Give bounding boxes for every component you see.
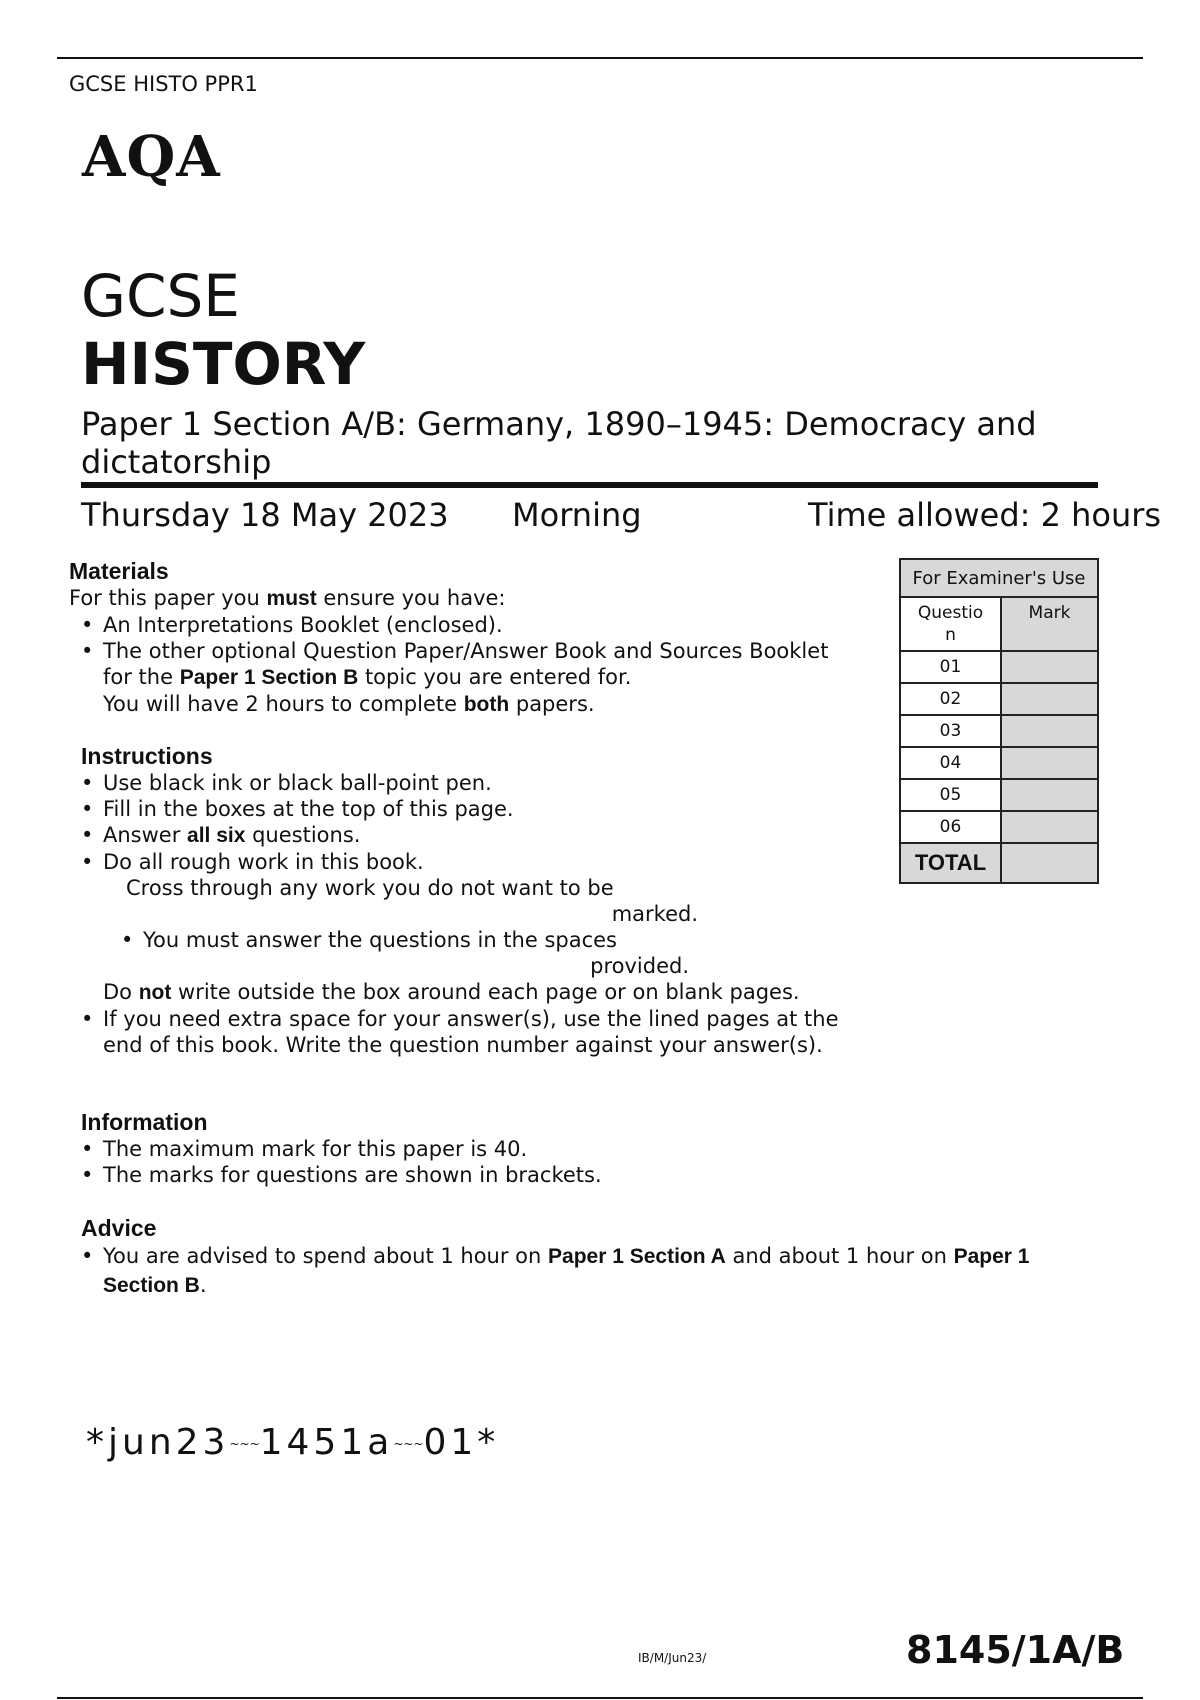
barcode-dash: ~~~ — [393, 1437, 424, 1451]
question-number: 04 — [900, 747, 1001, 779]
materials-item2-bold: Paper 1 Section B — [179, 666, 359, 689]
question-header-line-end: n — [945, 625, 956, 645]
title-rule — [81, 482, 1098, 488]
paper-title: Paper 1 Section A/B: Germany, 1890–1945: Democracy and dictatorship — [81, 405, 1037, 481]
total-mark-cell — [1001, 843, 1098, 883]
materials-intro-bold: must — [266, 587, 317, 610]
mark-cell — [1001, 747, 1098, 779]
barcode — [86, 1422, 499, 1463]
instruction-item: • Use black ink or black ball-point pen. — [69, 770, 869, 796]
advice-text-mid: and about 1 hour on — [725, 1244, 954, 1268]
instruction-3-bold: all six — [187, 824, 246, 847]
mark-cell — [1001, 811, 1098, 843]
outside-box-text: Do — [103, 980, 139, 1004]
answer-spaces-line-end: provided. — [590, 954, 689, 978]
advice-item — [69, 1242, 1109, 1300]
bottom-rule — [57, 1697, 1143, 1699]
time-allowed: Time allowed: 2 hours — [808, 496, 1162, 534]
materials-note — [69, 691, 869, 718]
subject-level: GCSE — [81, 262, 240, 330]
instruction-item: • If you need extra space for your answer(s), use the lined pages at the end of this book. Write the question number against your answer(s). — [69, 1006, 839, 1058]
outside-box-bold: not — [138, 981, 172, 1004]
subject-name: HISTORY — [81, 330, 366, 398]
instructions-section — [69, 743, 869, 1058]
question-number: 06 — [900, 811, 1001, 843]
materials-note-bold: both — [463, 693, 510, 716]
outside-box-text-end: write outside the box around each page or on blank pages. — [171, 980, 800, 1004]
mark-cell — [1001, 779, 1098, 811]
materials-item2-text-end: topic you are entered for. — [358, 665, 632, 689]
materials-list — [69, 612, 869, 691]
header-code: GCSE HISTO PPR1 — [69, 72, 258, 96]
footer-reference: IB/M/Jun23/ — [638, 1651, 707, 1665]
question-number: 05 — [900, 779, 1001, 811]
materials-intro-text: For this paper you — [69, 586, 267, 610]
mark-column-header: Mark — [1001, 597, 1098, 651]
exam-date: Thursday 18 May 2023 — [81, 496, 449, 534]
advice-text-end: . — [199, 1273, 207, 1297]
cross-through-line: Cross through any work you do not want to be — [126, 876, 614, 900]
barcode-part: 01* — [423, 1422, 500, 1463]
advice-bold-section-a: Paper 1 Section A — [548, 1245, 726, 1268]
advice-bold-section-b: Paper 1 Section B — [103, 1245, 1030, 1297]
instruction-3-text-end: questions. — [245, 823, 361, 847]
examiners-use-title: For Examiner's Use — [900, 559, 1098, 597]
advice-list — [69, 1242, 1109, 1300]
answer-spaces-list — [109, 927, 689, 953]
information-item: • The marks for questions are shown in brackets. — [69, 1162, 869, 1188]
barcode-part: 1451a — [259, 1422, 394, 1463]
question-number: 03 — [900, 715, 1001, 747]
advice-text: You are advised to spend about 1 hour on — [103, 1244, 549, 1268]
outside-box-note — [69, 979, 869, 1006]
paper-code: 8145/1A/B — [906, 1628, 1125, 1672]
cross-through-note — [69, 875, 698, 927]
materials-intro — [69, 585, 869, 612]
answer-spaces-line: • You must answer the questions in the spaces — [109, 927, 689, 953]
information-list — [69, 1136, 869, 1188]
materials-intro-text-end: ensure you have: — [316, 586, 506, 610]
mark-cell — [1001, 715, 1098, 747]
answer-spaces-note — [69, 927, 689, 979]
materials-note-text-end: papers. — [509, 692, 595, 716]
instructions-title: Instructions — [81, 743, 213, 769]
question-number: 02 — [900, 683, 1001, 715]
information-item: • The maximum mark for this paper is 40. — [69, 1136, 869, 1162]
examiners-use-table — [899, 558, 1099, 884]
question-header-line: Questio — [917, 603, 984, 623]
mark-cell — [1001, 683, 1098, 715]
information-title: Information — [81, 1109, 208, 1135]
information-section — [69, 1109, 869, 1188]
materials-section — [69, 558, 869, 718]
barcode-dash: ~~~ — [229, 1437, 260, 1451]
cross-through-line-end: marked. — [611, 902, 698, 926]
instruction-item: • Fill in the boxes at the top of this page. — [69, 796, 869, 822]
exam-session: Morning — [512, 496, 642, 534]
materials-item — [69, 638, 833, 691]
advice-section — [69, 1215, 1109, 1300]
question-number: 01 — [900, 651, 1001, 683]
materials-item: • An Interpretations Booklet (enclosed). — [69, 612, 869, 638]
materials-item2-text: The other optional Question Paper/Answer Book and Sources Booklet for the — [103, 639, 829, 689]
top-rule — [57, 57, 1143, 59]
instruction-item — [69, 822, 869, 849]
instructions-list — [69, 770, 869, 875]
instruction-item: • Do all rough work in this book. — [69, 849, 869, 875]
total-label: TOTAL — [900, 843, 1001, 883]
aqa-logo: AQA — [82, 124, 221, 190]
barcode-part: *jun23 — [86, 1422, 230, 1463]
mark-cell — [1001, 651, 1098, 683]
instruction-3-text: Answer — [103, 823, 188, 847]
advice-title: Advice — [81, 1215, 157, 1241]
instructions-list-extra — [69, 1006, 839, 1058]
materials-note-text: You will have 2 hours to complete — [103, 692, 464, 716]
materials-title: Materials — [69, 558, 169, 584]
question-column-header — [900, 597, 1001, 651]
